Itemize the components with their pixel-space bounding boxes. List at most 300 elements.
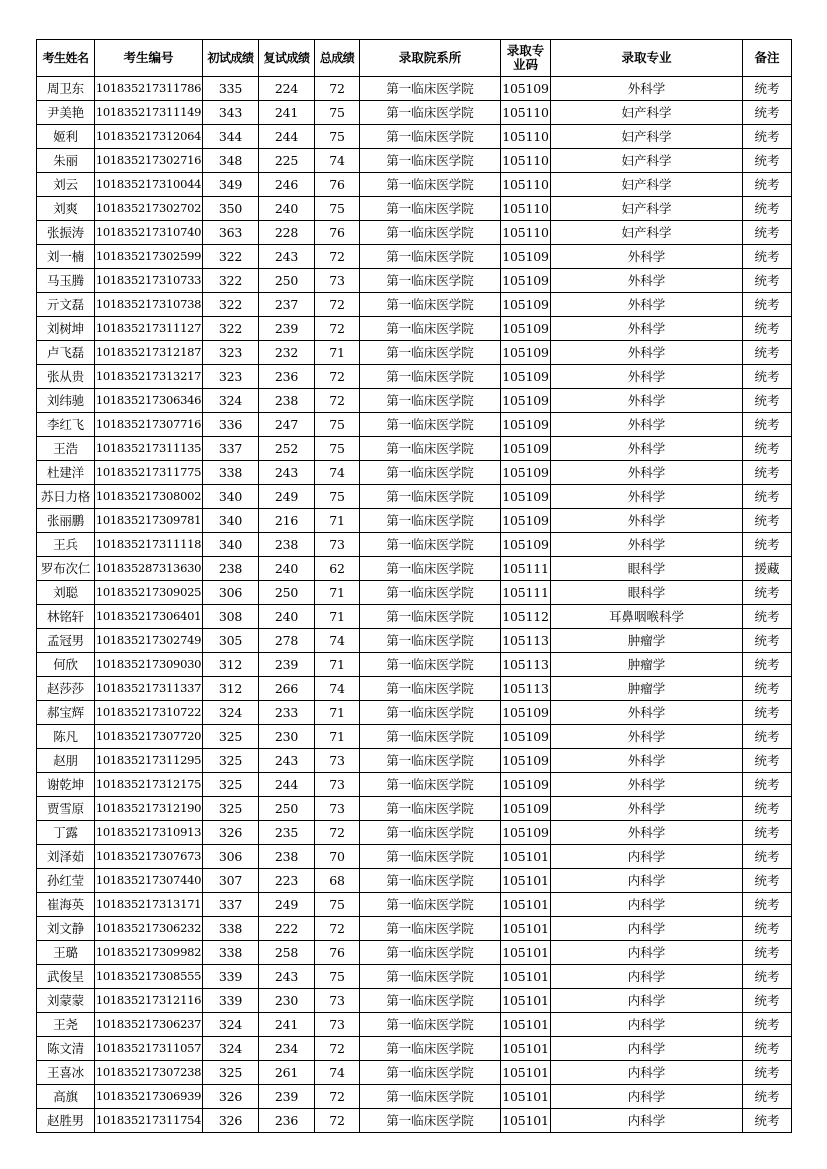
cell-major: 妇产科学 [551,125,743,149]
cell-note: 统考 [743,677,792,701]
cell-major: 外科学 [551,77,743,101]
cell-name: 何欣 [37,653,95,677]
cell-school: 第一临床医学院 [360,77,501,101]
cell-major-code: 105110 [501,197,551,221]
cell-total-score: 72 [315,245,360,269]
cell-retest-score: 252 [259,437,315,461]
cell-school: 第一临床医学院 [360,701,501,725]
cell-name: 杜建洋 [37,461,95,485]
cell-major: 内科学 [551,845,743,869]
cell-name: 王浩 [37,437,95,461]
cell-retest-score: 223 [259,869,315,893]
cell-retest-score: 246 [259,173,315,197]
cell-school: 第一临床医学院 [360,245,501,269]
cell-name: 陈文清 [37,1037,95,1061]
cell-school: 第一临床医学院 [360,629,501,653]
cell-major: 外科学 [551,773,743,797]
cell-retest-score: 239 [259,317,315,341]
cell-major-code: 105109 [501,701,551,725]
cell-name: 刘云 [37,173,95,197]
cell-name: 孙红莹 [37,869,95,893]
cell-retest-score: 228 [259,221,315,245]
cell-retest-score: 243 [259,245,315,269]
table-body [37,77,792,1133]
table-row [37,557,792,581]
cell-total-score: 71 [315,725,360,749]
cell-note: 统考 [743,941,792,965]
cell-major-code: 105101 [501,1085,551,1109]
cell-major: 内科学 [551,1109,743,1133]
cell-major-code: 105109 [501,245,551,269]
cell-major-code: 105109 [501,749,551,773]
cell-note: 统考 [743,605,792,629]
cell-candidate-id: 101835217310913 [95,821,203,845]
cell-school: 第一临床医学院 [360,461,501,485]
cell-major: 肿瘤学 [551,677,743,701]
cell-candidate-id: 101835217311775 [95,461,203,485]
table-row [37,101,792,125]
cell-school: 第一临床医学院 [360,677,501,701]
table-row [37,989,792,1013]
cell-total-score: 74 [315,629,360,653]
cell-candidate-id: 101835217307720 [95,725,203,749]
table-row [37,341,792,365]
cell-retest-score: 238 [259,845,315,869]
cell-name: 朱丽 [37,149,95,173]
cell-major: 肿瘤学 [551,653,743,677]
cell-name: 贾雪原 [37,797,95,821]
cell-note: 统考 [743,965,792,989]
cell-major-code: 105101 [501,965,551,989]
cell-total-score: 72 [315,1109,360,1133]
cell-candidate-id: 101835217306346 [95,389,203,413]
cell-major: 外科学 [551,413,743,437]
table-row [37,821,792,845]
cell-school: 第一临床医学院 [360,749,501,773]
cell-initial-score: 340 [203,509,259,533]
cell-major: 外科学 [551,437,743,461]
cell-total-score: 74 [315,149,360,173]
table-row [37,173,792,197]
cell-initial-score: 322 [203,269,259,293]
cell-note: 统考 [743,389,792,413]
cell-major-code: 105109 [501,413,551,437]
cell-note: 统考 [743,1085,792,1109]
cell-major: 外科学 [551,389,743,413]
cell-initial-score: 340 [203,485,259,509]
cell-candidate-id: 101835287313630 [95,557,203,581]
cell-total-score: 73 [315,797,360,821]
cell-initial-score: 323 [203,341,259,365]
cell-school: 第一临床医学院 [360,101,501,125]
cell-retest-score: 239 [259,653,315,677]
cell-major-code: 105109 [501,317,551,341]
cell-note: 统考 [743,149,792,173]
cell-total-score: 75 [315,125,360,149]
cell-candidate-id: 101835217309781 [95,509,203,533]
cell-initial-score: 326 [203,1085,259,1109]
table-row [37,149,792,173]
cell-candidate-id: 101835217312187 [95,341,203,365]
cell-initial-score: 337 [203,893,259,917]
cell-major: 外科学 [551,461,743,485]
cell-note: 统考 [743,653,792,677]
cell-retest-score: 243 [259,749,315,773]
cell-initial-score: 338 [203,941,259,965]
table-row [37,677,792,701]
cell-major: 外科学 [551,245,743,269]
cell-initial-score: 312 [203,653,259,677]
cell-name: 刘纬驰 [37,389,95,413]
cell-school: 第一临床医学院 [360,605,501,629]
cell-note: 统考 [743,485,792,509]
cell-note: 统考 [743,341,792,365]
cell-total-score: 71 [315,605,360,629]
cell-note: 统考 [743,773,792,797]
cell-initial-score: 324 [203,1013,259,1037]
cell-note: 统考 [743,749,792,773]
table-row [37,197,792,221]
header-major-code: 录取专业码 [501,40,551,77]
cell-name: 亓文磊 [37,293,95,317]
table-row [37,221,792,245]
cell-total-score: 72 [315,317,360,341]
cell-initial-score: 363 [203,221,259,245]
cell-school: 第一临床医学院 [360,941,501,965]
cell-major: 外科学 [551,341,743,365]
cell-major-code: 105101 [501,1109,551,1133]
cell-note: 统考 [743,413,792,437]
cell-name: 尹美艳 [37,101,95,125]
cell-note: 统考 [743,197,792,221]
cell-candidate-id: 101835217307716 [95,413,203,437]
cell-name: 周卫东 [37,77,95,101]
cell-note: 统考 [743,845,792,869]
cell-retest-score: 243 [259,461,315,485]
cell-initial-score: 350 [203,197,259,221]
cell-total-score: 76 [315,221,360,245]
cell-major-code: 105109 [501,365,551,389]
cell-note: 统考 [743,1109,792,1133]
table-row [37,245,792,269]
table-row [37,581,792,605]
cell-candidate-id: 101835217311149 [95,101,203,125]
cell-school: 第一临床医学院 [360,653,501,677]
table-row [37,1085,792,1109]
cell-school: 第一临床医学院 [360,581,501,605]
cell-total-score: 72 [315,365,360,389]
cell-major: 外科学 [551,749,743,773]
cell-retest-score: 247 [259,413,315,437]
cell-major-code: 105109 [501,773,551,797]
cell-name: 刘一楠 [37,245,95,269]
cell-total-score: 73 [315,749,360,773]
cell-candidate-id: 101835217306237 [95,1013,203,1037]
cell-total-score: 73 [315,1013,360,1037]
header-candidate-id: 考生编号 [95,40,203,77]
cell-initial-score: 325 [203,1061,259,1085]
table-row [37,125,792,149]
cell-total-score: 72 [315,917,360,941]
cell-note: 统考 [743,101,792,125]
cell-candidate-id: 101835217311135 [95,437,203,461]
cell-total-score: 75 [315,413,360,437]
cell-candidate-id: 101835217310740 [95,221,203,245]
cell-note: 统考 [743,869,792,893]
table-row [37,965,792,989]
cell-school: 第一临床医学院 [360,1109,501,1133]
cell-major: 外科学 [551,293,743,317]
cell-major: 外科学 [551,797,743,821]
cell-candidate-id: 101835217311786 [95,77,203,101]
cell-initial-score: 326 [203,1109,259,1133]
cell-retest-score: 266 [259,677,315,701]
cell-school: 第一临床医学院 [360,269,501,293]
cell-candidate-id: 101835217307238 [95,1061,203,1085]
cell-note: 统考 [743,77,792,101]
cell-major: 内科学 [551,989,743,1013]
cell-school: 第一临床医学院 [360,917,501,941]
cell-total-score: 72 [315,77,360,101]
cell-candidate-id: 101835217311754 [95,1109,203,1133]
cell-note: 统考 [743,1013,792,1037]
cell-total-score: 72 [315,1037,360,1061]
cell-major: 外科学 [551,533,743,557]
cell-name: 苏日力格 [37,485,95,509]
table-row [37,629,792,653]
cell-major: 内科学 [551,1037,743,1061]
cell-retest-score: 250 [259,269,315,293]
cell-note: 统考 [743,437,792,461]
cell-initial-score: 338 [203,461,259,485]
cell-candidate-id: 101835217311127 [95,317,203,341]
cell-name: 赵莎莎 [37,677,95,701]
cell-candidate-id: 101835217311295 [95,749,203,773]
cell-major: 外科学 [551,485,743,509]
cell-major-code: 105109 [501,485,551,509]
cell-school: 第一临床医学院 [360,845,501,869]
cell-retest-score: 250 [259,581,315,605]
cell-major-code: 105110 [501,149,551,173]
cell-initial-score: 308 [203,605,259,629]
cell-note: 统考 [743,893,792,917]
cell-initial-score: 337 [203,437,259,461]
cell-major-code: 105101 [501,1061,551,1085]
cell-major: 眼科学 [551,581,743,605]
cell-school: 第一临床医学院 [360,365,501,389]
cell-initial-score: 307 [203,869,259,893]
cell-total-score: 75 [315,965,360,989]
header-major: 录取专业 [551,40,743,77]
cell-initial-score: 325 [203,797,259,821]
cell-note: 统考 [743,917,792,941]
cell-school: 第一临床医学院 [360,725,501,749]
cell-total-score: 75 [315,197,360,221]
table-row [37,845,792,869]
table-row [37,701,792,725]
cell-initial-score: 238 [203,557,259,581]
table-row [37,269,792,293]
table-row [37,485,792,509]
cell-initial-score: 344 [203,125,259,149]
cell-major: 内科学 [551,1013,743,1037]
cell-name: 武俊呈 [37,965,95,989]
cell-note: 统考 [743,269,792,293]
cell-retest-score: 261 [259,1061,315,1085]
cell-initial-score: 306 [203,581,259,605]
cell-initial-score: 305 [203,629,259,653]
cell-major-code: 105101 [501,989,551,1013]
cell-total-score: 71 [315,341,360,365]
cell-total-score: 72 [315,293,360,317]
cell-major-code: 105109 [501,821,551,845]
cell-school: 第一临床医学院 [360,1085,501,1109]
table-row [37,869,792,893]
cell-candidate-id: 101835217312116 [95,989,203,1013]
cell-total-score: 73 [315,989,360,1013]
cell-name: 张丽鹏 [37,509,95,533]
cell-retest-score: 238 [259,389,315,413]
cell-candidate-id: 101835217310044 [95,173,203,197]
cell-initial-score: 322 [203,293,259,317]
cell-school: 第一临床医学院 [360,125,501,149]
cell-major: 外科学 [551,725,743,749]
cell-school: 第一临床医学院 [360,413,501,437]
table-row [37,773,792,797]
cell-total-score: 71 [315,701,360,725]
cell-total-score: 74 [315,461,360,485]
cell-note: 统考 [743,125,792,149]
cell-total-score: 75 [315,437,360,461]
table-row [37,797,792,821]
cell-note: 统考 [743,245,792,269]
cell-major-code: 105101 [501,941,551,965]
cell-total-score: 73 [315,533,360,557]
cell-total-score: 74 [315,677,360,701]
header-school: 录取院系所 [360,40,501,77]
table-row [37,413,792,437]
cell-note: 统考 [743,509,792,533]
cell-initial-score: 349 [203,173,259,197]
cell-total-score: 75 [315,485,360,509]
cell-name: 王喜冰 [37,1061,95,1085]
cell-major-code: 105110 [501,101,551,125]
header-name: 考生姓名 [37,40,95,77]
cell-retest-score: 244 [259,125,315,149]
cell-school: 第一临床医学院 [360,197,501,221]
cell-retest-score: 236 [259,1109,315,1133]
table-row [37,461,792,485]
table-row [37,893,792,917]
cell-initial-score: 325 [203,773,259,797]
cell-note: 统考 [743,581,792,605]
table-row [37,317,792,341]
cell-major-code: 105113 [501,677,551,701]
cell-major-code: 105109 [501,293,551,317]
cell-retest-score: 278 [259,629,315,653]
cell-major: 外科学 [551,509,743,533]
cell-name: 高旗 [37,1085,95,1109]
cell-major: 肿瘤学 [551,629,743,653]
cell-total-score: 62 [315,557,360,581]
cell-note: 统考 [743,821,792,845]
cell-candidate-id: 101835217313217 [95,365,203,389]
cell-name: 罗布次仁 [37,557,95,581]
cell-major: 外科学 [551,269,743,293]
table-row [37,917,792,941]
cell-retest-score: 225 [259,149,315,173]
cell-note: 统考 [743,533,792,557]
cell-retest-score: 224 [259,77,315,101]
cell-school: 第一临床医学院 [360,485,501,509]
cell-total-score: 76 [315,173,360,197]
cell-major: 外科学 [551,701,743,725]
cell-school: 第一临床医学院 [360,1061,501,1085]
cell-note: 统考 [743,797,792,821]
cell-school: 第一临床医学院 [360,965,501,989]
cell-candidate-id: 101835217309982 [95,941,203,965]
cell-major-code: 105109 [501,797,551,821]
cell-retest-score: 222 [259,917,315,941]
cell-name: 刘爽 [37,197,95,221]
cell-major-code: 105109 [501,437,551,461]
cell-retest-score: 240 [259,557,315,581]
cell-major: 外科学 [551,821,743,845]
cell-retest-score: 239 [259,1085,315,1109]
cell-note: 统考 [743,221,792,245]
cell-name: 刘树坤 [37,317,95,341]
cell-name: 林铭轩 [37,605,95,629]
table-row [37,533,792,557]
cell-retest-score: 236 [259,365,315,389]
cell-retest-score: 230 [259,725,315,749]
cell-total-score: 71 [315,653,360,677]
cell-major: 外科学 [551,365,743,389]
cell-major-code: 105101 [501,845,551,869]
cell-retest-score: 249 [259,485,315,509]
cell-retest-score: 230 [259,989,315,1013]
cell-major: 妇产科学 [551,101,743,125]
cell-initial-score: 340 [203,533,259,557]
cell-major-code: 105101 [501,869,551,893]
cell-total-score: 70 [315,845,360,869]
cell-major-code: 105109 [501,341,551,365]
cell-retest-score: 249 [259,893,315,917]
cell-note: 统考 [743,701,792,725]
cell-retest-score: 241 [259,1013,315,1037]
cell-total-score: 72 [315,1085,360,1109]
cell-major: 内科学 [551,1085,743,1109]
cell-total-score: 71 [315,509,360,533]
cell-note: 统考 [743,725,792,749]
cell-note: 统考 [743,1037,792,1061]
table-row [37,1061,792,1085]
table-row [37,605,792,629]
cell-name: 赵朋 [37,749,95,773]
cell-retest-score: 238 [259,533,315,557]
cell-major-code: 105109 [501,269,551,293]
cell-initial-score: 343 [203,101,259,125]
cell-candidate-id: 101835217306232 [95,917,203,941]
header-retest-score: 复试成绩 [259,40,315,77]
cell-initial-score: 324 [203,701,259,725]
header-row [37,40,792,77]
cell-major: 眼科学 [551,557,743,581]
cell-note: 统考 [743,293,792,317]
cell-total-score: 76 [315,941,360,965]
header-initial-score: 初试成绩 [203,40,259,77]
cell-initial-score: 322 [203,317,259,341]
